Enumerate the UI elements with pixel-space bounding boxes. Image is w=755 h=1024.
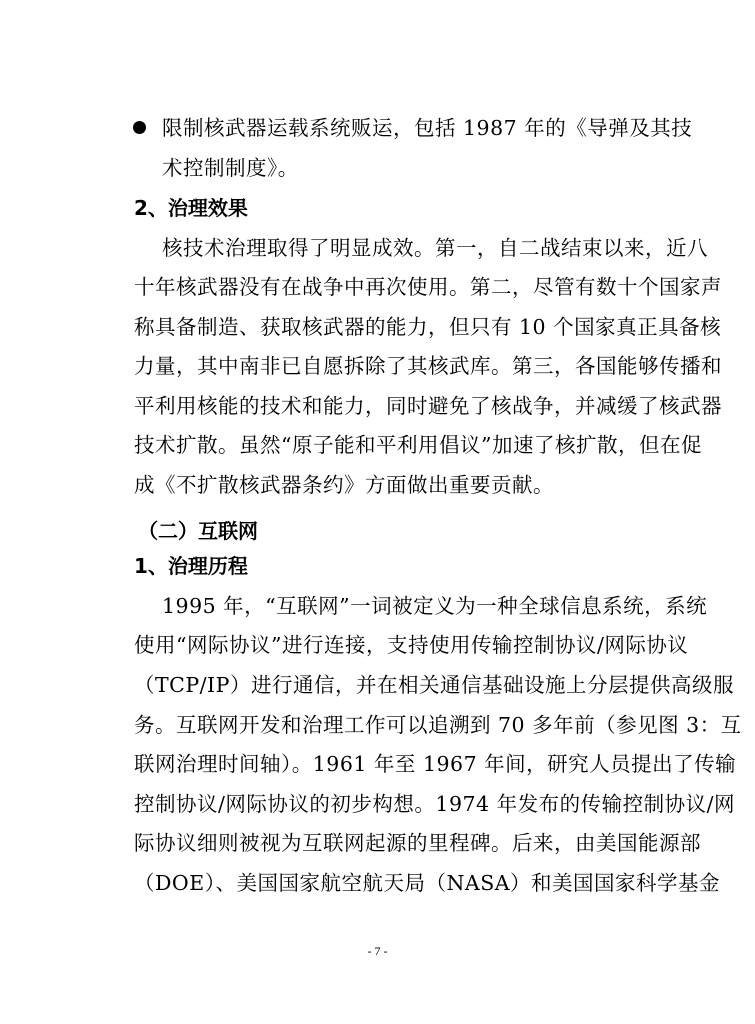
effects-paragraph-line-5: 平利用核能的技术和能力，同时避免了核战争，并减缓了核武器 [134,394,722,418]
history-paragraph-line-1: 1995 年，“互联网”一词被定义为一种全球信息系统，系统 [162,594,708,618]
section-2-heading: 2、治理效果 [134,196,248,220]
history-paragraph-line-8: （DOE）、美国国家航空航天局（NASA）和美国国家科学基金 [134,871,721,895]
effects-paragraph-line-3: 称具备制造、获取核武器的能力，但只有 10 个国家真正具备核 [134,315,722,339]
history-paragraph-line-5: 联网治理时间轴）。1961 年至 1967 年间，研究人员提出了传输 [134,752,737,776]
bullet-dot-icon [133,121,146,134]
bullet-item-line-1: 限制核武器运载系统贩运，包括 1987 年的《导弹及其技 [162,116,693,140]
history-paragraph-line-3: （TCP/IP）进行通信，并在相关通信基础设施上分层提供高级服 [134,673,734,697]
effects-paragraph-line-7: 成《不扩散核武器条约》方面做出重要贡献。 [134,473,554,497]
page-number: - 7 - [367,944,388,958]
effects-paragraph-line-6: 技术扩散。虽然“原子能和平利用倡议”加速了核扩散，但在促 [134,433,702,457]
section-internet-heading: （二）互联网 [138,519,258,543]
history-paragraph-line-4: 务。互联网开发和治理工作可以追溯到 70 多年前（参见图 3：互 [134,713,742,737]
section-1-heading: 1、治理历程 [134,554,248,578]
history-paragraph-line-7: 际协议细则被视为互联网起源的里程碑。后来，由美国能源部 [134,831,701,855]
effects-paragraph-line-2: 十年核武器没有在战争中再次使用。第二，尽管有数十个国家声 [134,275,722,299]
history-paragraph-line-2: 使用“网际协议”进行连接，支持使用传输控制协议/网际协议 [134,633,689,657]
effects-paragraph-line-1: 核技术治理取得了明显成效。第一，自二战结束以来，近八 [162,236,708,260]
history-paragraph-line-6: 控制协议/网际协议的初步构想。1974 年发布的传输控制协议/网 [134,792,735,816]
bullet-item-line-2: 术控制制度》。 [162,156,299,180]
effects-paragraph-line-4: 力量，其中南非已自愿拆除了其核武库。第三，各国能够传播和 [134,354,722,378]
